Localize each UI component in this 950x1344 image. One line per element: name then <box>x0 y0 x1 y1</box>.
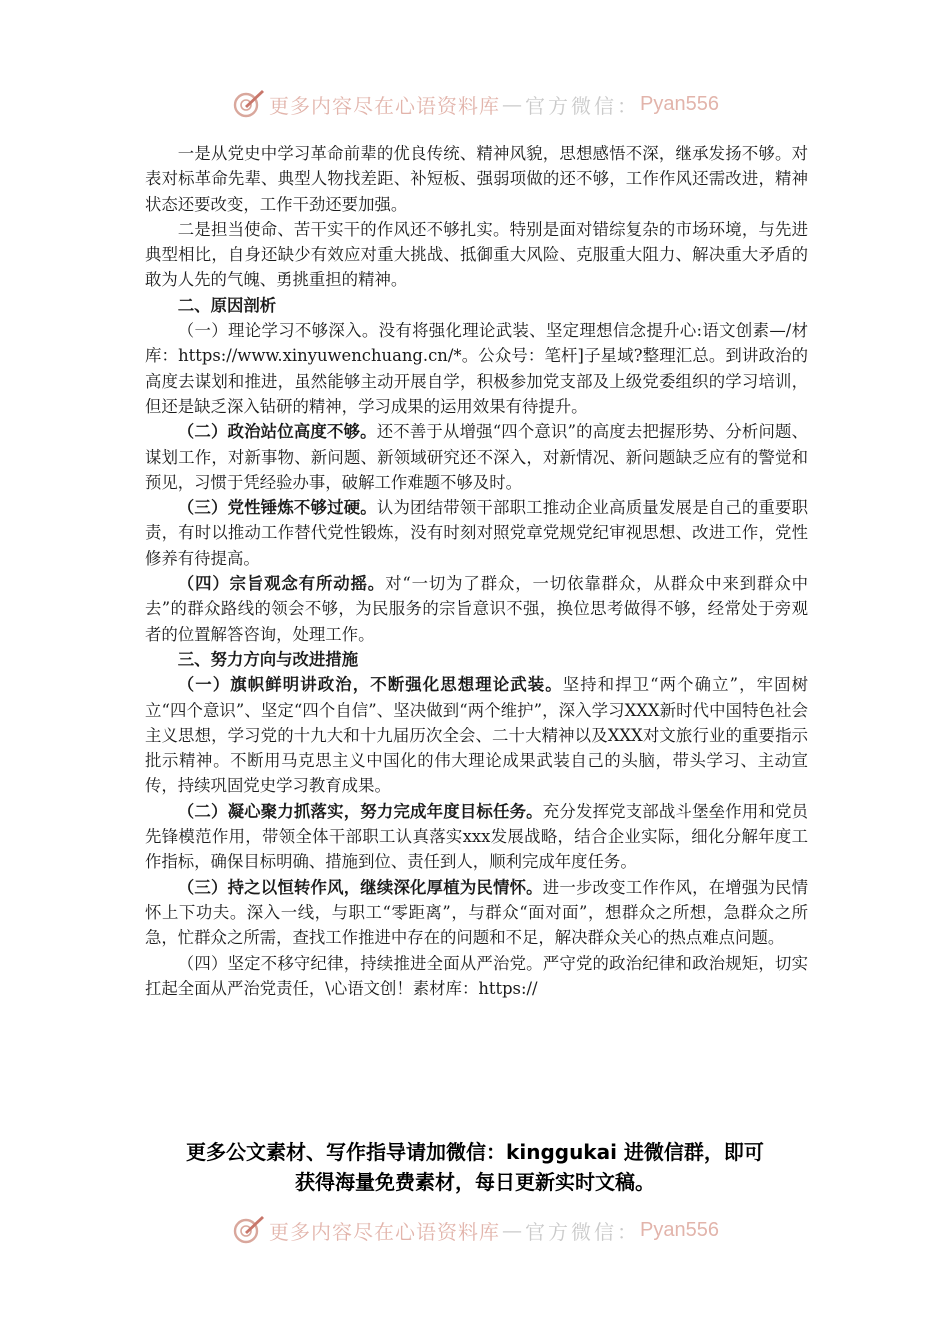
paragraph-cause-2 <box>145 419 808 495</box>
banner-wechat-label: 官方微信： <box>525 1219 641 1244</box>
banner-wechat-label: 官方微信： <box>525 93 641 118</box>
paragraph-body: 还不善于从增强“四个意识”的高度去把握形势、分析问题、谋划工作，对新事物、新问题、新领域研究还不深入，对新情况、新问题缺乏应有的警觉和预见，习惯于凭经验办事，破解工作难题不够及时。 <box>145 422 809 492</box>
paragraph-body: （一）理论学习不够深入。没有将强化理论武装、坚定理想信念提升心:语文创素—/材库：https://www.xinyuwenchuang.cn/*。公众号：笔杆]子星域?整理汇总。到讲政治的高度去谋划和推进，虽然能够主动开展自学，积极参加党支部及上级党委组织的学习培训，但还是缺乏深入钻研的精神，学习成果的运用效果有待提升。 <box>145 321 808 416</box>
banner-wechat-id: Pyan556 <box>640 1218 719 1241</box>
paragraph-measure-4 <box>145 951 808 1002</box>
paragraph-2 <box>145 217 808 293</box>
promo-line-1: 更多公文素材、写作指导请加微信：kinggukai 进微信群，即可 <box>186 1140 764 1164</box>
paragraph-lead: （三）党性锤炼不够过硬。 <box>177 498 377 518</box>
paragraph-measure-1 <box>145 672 808 798</box>
header-watermark-banner <box>0 84 950 124</box>
paragraph-body: （四）坚定不移守纪律，持续推进全面从严治党。严守党的政治纪律和政治规矩，切实扛起全面从严治党责任，\心语文创！素材库：https:// <box>145 953 808 998</box>
paragraph-lead: （二）政治站位高度不够。 <box>177 422 377 442</box>
banner-title: 更多内容尽在心语资料库 <box>269 93 501 118</box>
promo-line-2: 获得海量免费素材，每日更新实时文稿。 <box>295 1170 655 1194</box>
paragraph-lead: （二）凝心聚力抓落实，努力完成年度目标任务。 <box>177 801 543 821</box>
paragraph-cause-4 <box>145 571 808 647</box>
footer-watermark-banner <box>0 1210 950 1250</box>
paragraph-body: 进一步改变工作作风，在增强为民情怀上下功夫。深入一线，与职工“零距离”，与群众“面对面”，想群众之所想，急群众之所急，忙群众之所需，查找工作推进中存在的问题和不足，解决群众关心的热点难点问题。 <box>145 877 808 948</box>
paragraph-measure-3 <box>145 875 808 951</box>
promo-footer-text <box>0 1137 950 1197</box>
paragraph-body: 对“一切为了群众，一切依靠群众，从群众中来到群众中去”的群众路线的领会不够，为民服务的宗旨意识不强，换位思考做得不够，经常处于旁观者的位置解答咨询，处理工作。 <box>145 574 808 644</box>
banner-wechat-id: Pyan556 <box>640 92 719 115</box>
paragraph-body: 充分发挥党支部战斗堡垒作用和党员先锋模范作用，带领全体干部职工认真落实xxx发展战略，结合企业实际，细化分解年度工作指标，确保目标明确、措施到位、责任到人，顺利完成年度任务。 <box>145 801 808 872</box>
paragraph-body: 二是担当使命、苦干实干的作风还不够扎实。特别是面对错综复杂的市场环境，与先进典型相比，自身还缺少有效应对重大挑战、抵御重大风险、克服重大阻力、解决重大矛盾的敢为人先的气魄、勇挑重担的精神。 <box>145 219 808 290</box>
banner-separator: — <box>502 1218 524 1242</box>
section-heading-cause-analysis: 二、原因剖析 <box>177 295 277 315</box>
paragraph-cause-1 <box>145 318 808 419</box>
paragraph-lead: （三）持之以恒转作风，继续深化厚植为民情怀。 <box>177 877 543 897</box>
pen-logo-icon <box>231 87 265 121</box>
document-body <box>145 141 808 1001</box>
pen-logo-icon <box>231 1213 265 1247</box>
paragraph-cause-3 <box>145 495 808 571</box>
paragraph-measure-2 <box>145 799 808 875</box>
paragraph-body: 认为团结带领干部职工推动企业高质量发展是自己的重要职责，有时以推动工作替代党性锻炼，没有时刻对照党章党规党纪审视思想、改进工作，党性修养有待提高。 <box>145 498 809 568</box>
section-heading-improvement: 三、努力方向与改进措施 <box>177 649 359 669</box>
paragraph-body: 一是从党史中学习革命前辈的优良传统、精神风貌，思想感悟不深，继承发扬不够。对表对标革命先辈、典型人物找差距、补短板、强弱项做的还不够，工作作风还需改进，精神状态还要改变，工作干劲还要加强。 <box>145 144 808 214</box>
paragraph-lead: （四）宗旨观念有所动摇。 <box>177 574 386 594</box>
paragraph-lead: （一）旗帜鲜明讲政治，不断强化思想理论武装。 <box>177 675 563 695</box>
paragraph-1 <box>145 141 808 217</box>
banner-title: 更多内容尽在心语资料库 <box>269 1219 501 1244</box>
banner-separator: — <box>502 92 524 116</box>
paragraph-body: 坚持和捍卫“两个确立”，牢固树立“四个意识”、坚定“四个自信”、坚决做到“两个维护”，深入学习XXX新时代中国特色社会主义思想，学习党的十九大和十九届历次全会、二十大精神以及XXX对文旅行业的重要指示批示精神。不断用马克思主义中国化的伟大理论成果武装自己的头脑，带头学习、主动宣传，持续巩固党史学习教育成果。 <box>145 675 809 796</box>
